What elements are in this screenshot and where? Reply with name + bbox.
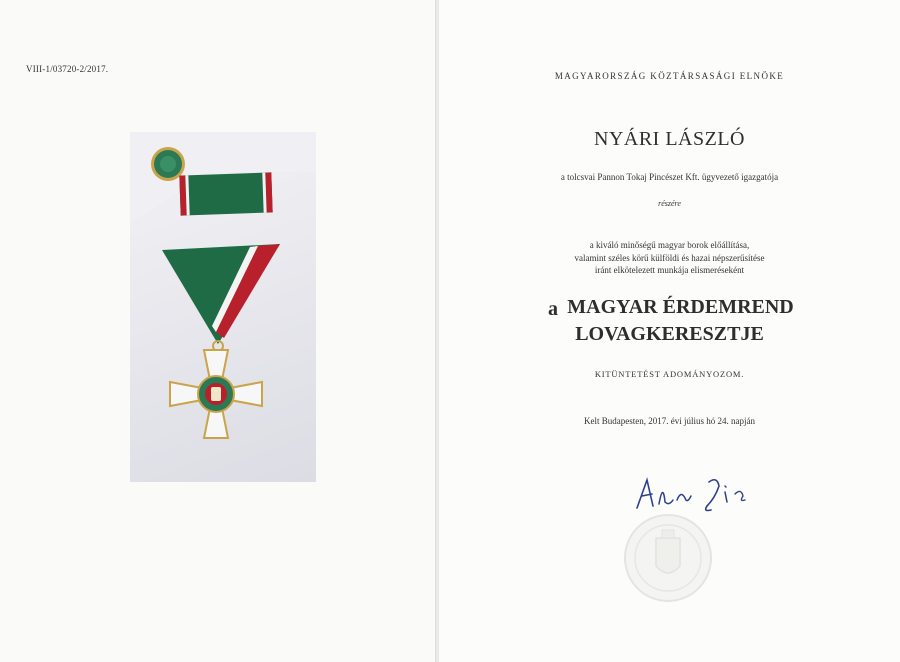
citation: [439, 239, 900, 277]
award-title-line-1: MAGYAR ÉRDEMREND: [567, 296, 794, 318]
left-page: [0, 0, 435, 662]
award-title-line-2: LOVAGKERESZTJE: [575, 323, 764, 345]
role-line: a tolcsvai Pannon Tokaj Pincészet Kft. ügyvezető igazgatója: [560, 172, 779, 182]
award-prefix: a: [548, 298, 558, 320]
seal-icon: [622, 512, 714, 609]
medal-icon: [130, 132, 316, 482]
reszere-line: részére: [658, 199, 681, 208]
right-page: [439, 0, 900, 662]
issuer-title: MAGYARORSZÁG KÖZTÁRSASÁGI ELNÖKE: [554, 71, 785, 81]
citation-line-1: a kiváló minőségű magyar borok előállítása,: [589, 240, 750, 250]
grant-line: KITÜNTETÉST ADOMÁNYOZOM.: [594, 369, 745, 379]
medal-photo: [130, 132, 316, 482]
citation-line-2: valamint széles körű külföldi és hazai népszerűsítése: [574, 252, 765, 263]
reference-number: VIII-1/03720-2/2017.: [26, 64, 109, 74]
date-line: Kelt Budapesten, 2017. évi július hó 24. napján: [584, 416, 755, 426]
recipient-name: NYÁRI LÁSZLÓ: [594, 128, 745, 150]
citation-line-3: iránt elkötelezett munkája elismeréseként: [594, 265, 745, 275]
